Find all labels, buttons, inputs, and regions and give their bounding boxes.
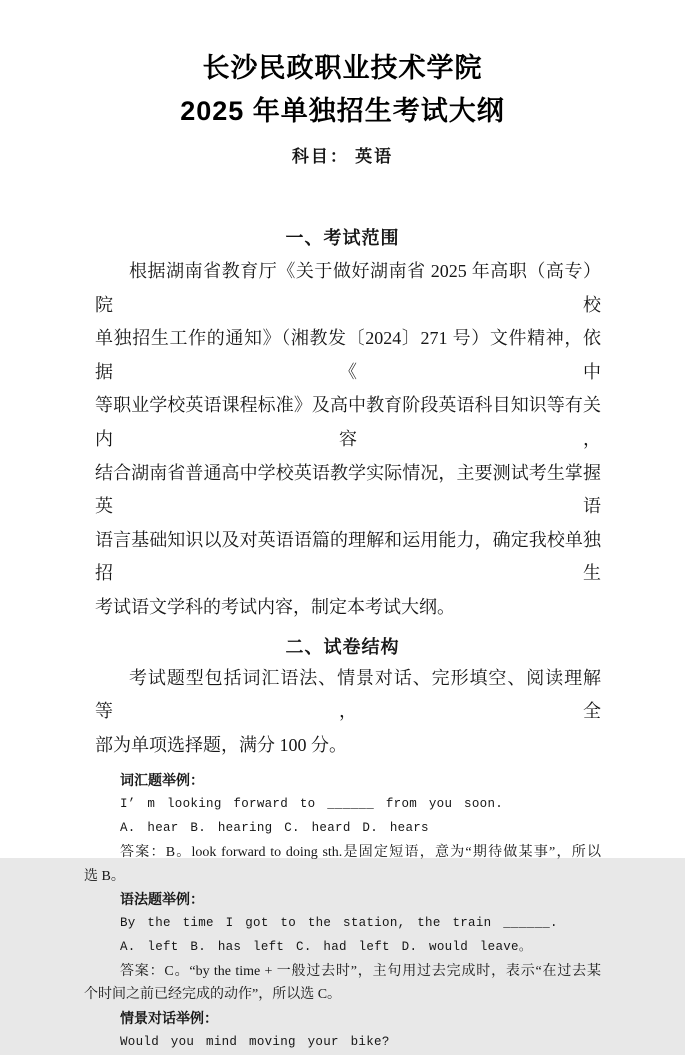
example-grammar-options: A. left B. has left C. had left D. would leave。 <box>120 939 532 954</box>
subject-line: 科目： 英语 <box>291 147 394 166</box>
paragraph-line: 等职业学校英语课程标准》及高中教育阶段英语科目知识等有关内容， <box>95 395 601 449</box>
paragraph-line: 单独招生工作的通知》（湘教发〔2024〕271 号）文件精神，依据《中 <box>95 328 601 382</box>
paragraph-line: 语言基础知识以及对英语语篇的理解和运用能力，确定我校单独招生 <box>95 529 601 584</box>
section1-heading: 一、考试范围 <box>285 228 400 248</box>
document-title-line2: 2025 年单独招生考试大纲 <box>180 96 505 126</box>
example-vocab-answer-line: 选 B。 <box>84 868 125 884</box>
section1-paragraph <box>95 255 601 625</box>
example-grammar-question: By the time I got to the station, the train ______. <box>120 916 558 931</box>
example-vocab-label: 词汇题举例： <box>120 772 204 789</box>
section2-heading: 二、试卷结构 <box>285 636 400 657</box>
example-vocab-options: A. hear B. hearing C. heard D. hears <box>120 820 429 835</box>
paragraph-line: 考试语文学科的考试内容，制定本考试大纲。 <box>95 596 455 617</box>
paragraph-line: 结合湖南省普通高中学校英语教学实际情况，主要测试考生掌握英语 <box>95 462 601 517</box>
example-vocab-answer-line: 答案：B。look forward to doing sth.是固定短语，意为“期待做某事”，所以 <box>120 844 601 860</box>
paragraph-line: 部为单项选择题，满分 100 分。 <box>95 734 347 755</box>
example-dialogue-question: Would you mind moving your bike? <box>120 1035 390 1050</box>
examples-block <box>84 769 601 1055</box>
paragraph-line: 考试题型包括词汇语法、情景对话、完形填空、阅读理解等，全 <box>95 667 601 722</box>
example-grammar-answer-line: 答案：C。“by the time + 一般过去时”，主句用过去完成时，表示“在过去某 <box>120 963 601 979</box>
document-title-line1: 长沙民政职业技术学院 <box>202 53 483 83</box>
example-vocab-question: I’ m looking forward to ______ from you soon. <box>120 797 504 812</box>
example-grammar-label: 语法题举例： <box>120 891 204 908</box>
example-dialogue-label: 情景对话举例： <box>120 1010 218 1027</box>
section2-paragraph <box>95 662 601 763</box>
paragraph-line: 根据湖南省教育厅《关于做好湖南省 2025 年高职（高专）院校 <box>95 261 601 315</box>
example-grammar-answer-line: 个时间之前已经完成的动作”，所以选 C。 <box>84 987 342 1003</box>
